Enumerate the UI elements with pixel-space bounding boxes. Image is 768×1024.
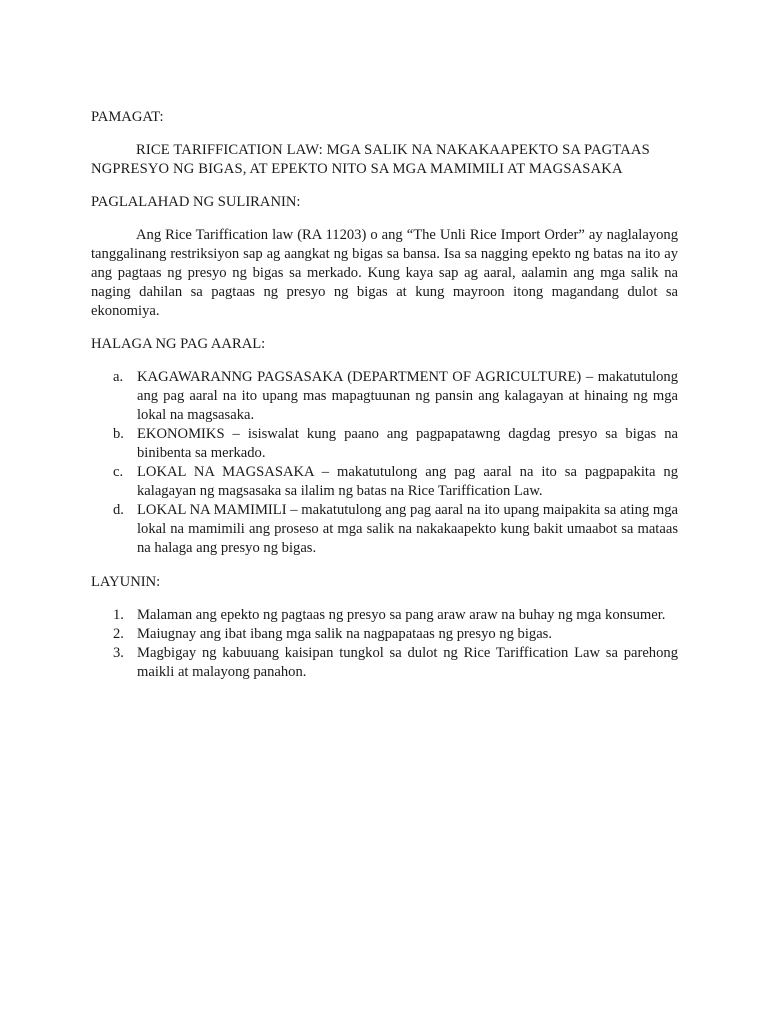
document-body bbox=[91, 108, 678, 682]
list-marker: 1. bbox=[113, 607, 124, 623]
list-item-text: Malaman ang epekto ng pagtaas ng presyo sa pang araw araw na buhay ng mga konsumer. bbox=[137, 607, 666, 623]
list-item-text: EKONOMIKS – isiswalat kung paano ang pagpapatawng dagdag presyo sa bigas na binibenta sa merkado. bbox=[137, 426, 678, 461]
list-item-text: Maiugnay ang ibat ibang mga salik na nagpapataas ng presyo ng bigas. bbox=[137, 626, 553, 642]
layunin-list bbox=[113, 606, 678, 682]
document-title bbox=[91, 141, 678, 179]
pamagat-heading: PAMAGAT: bbox=[91, 109, 164, 125]
halaga-item bbox=[113, 501, 678, 558]
paglalahad-heading: PAGLALAHAD NG SULIRANIN: bbox=[91, 194, 301, 210]
layunin-heading: LAYUNIN: bbox=[91, 574, 161, 590]
title-line-1: RICE TARIFFICATION LAW: MGA SALIK NA NAKAKAAPEKTO SA PAGTAAS bbox=[136, 142, 650, 158]
layunin-item bbox=[113, 625, 678, 644]
list-item-text: KAGAWARANNG PAGSASAKA (DEPARTMENT OF AGRICULTURE) – makatutulong ang pag aaral na ito upang mas mapagtuunan ng pansin ang kalagayan at hinaing ng mga lokal na magsasaka. bbox=[137, 369, 678, 423]
title-line-2: NGPRESYO NG BIGAS, AT EPEKTO NITO SA MGA MAMIMILI AT MAGSASAKA bbox=[91, 161, 623, 177]
list-marker: d. bbox=[113, 502, 124, 518]
halaga-item bbox=[113, 463, 678, 501]
list-item-text: LOKAL NA MAMIMILI – makatutulong ang pag aaral na ito upang maipakita sa ating mga lokal na mamimili ang proseso at mga salik na nakakaapekto kung bakit umaabot sa mataas na halaga ang presyo ng bigas. bbox=[137, 502, 678, 556]
list-marker: b. bbox=[113, 426, 124, 442]
layunin-item bbox=[113, 644, 678, 682]
list-marker: 3. bbox=[113, 645, 124, 661]
list-item-text: Magbigay ng kabuuang kaisipan tungkol sa dulot ng Rice Tariffication Law sa parehong maikli at malayong panahon. bbox=[137, 645, 678, 680]
list-marker: 2. bbox=[113, 626, 124, 642]
halaga-item bbox=[113, 425, 678, 463]
list-item-text: LOKAL NA MAGSASAKA – makatutulong ang pag aaral na ito sa pagpapakita ng kalagayan ng magsasaka sa ilalim ng batas na Rice Tariffication Law. bbox=[137, 464, 678, 499]
paglalahad-paragraph: Ang Rice Tariffication law (RA 11203) o ang “The Unli Rice Import Order” ay naglalayong tanggalinang restriksiyon sap ag aangkat ng bigas sa bansa. Isa sa nagging epekto ng batas na ito ay ang pagtaas ng presyo ng bigas sa merkado. Kung kaya sap ag aaral, aalamin ang mga salik na naging dahilan sa pagtaas ng presyo ng bigas at kung mayroon itong magandang dulot sa ekonomiya. bbox=[91, 227, 678, 319]
halaga-heading: HALAGA NG PAG AARAL: bbox=[91, 336, 266, 352]
layunin-item bbox=[113, 606, 678, 625]
list-marker: c. bbox=[113, 464, 124, 480]
halaga-list bbox=[113, 368, 678, 558]
halaga-item bbox=[113, 368, 678, 425]
list-marker: a. bbox=[113, 369, 124, 385]
